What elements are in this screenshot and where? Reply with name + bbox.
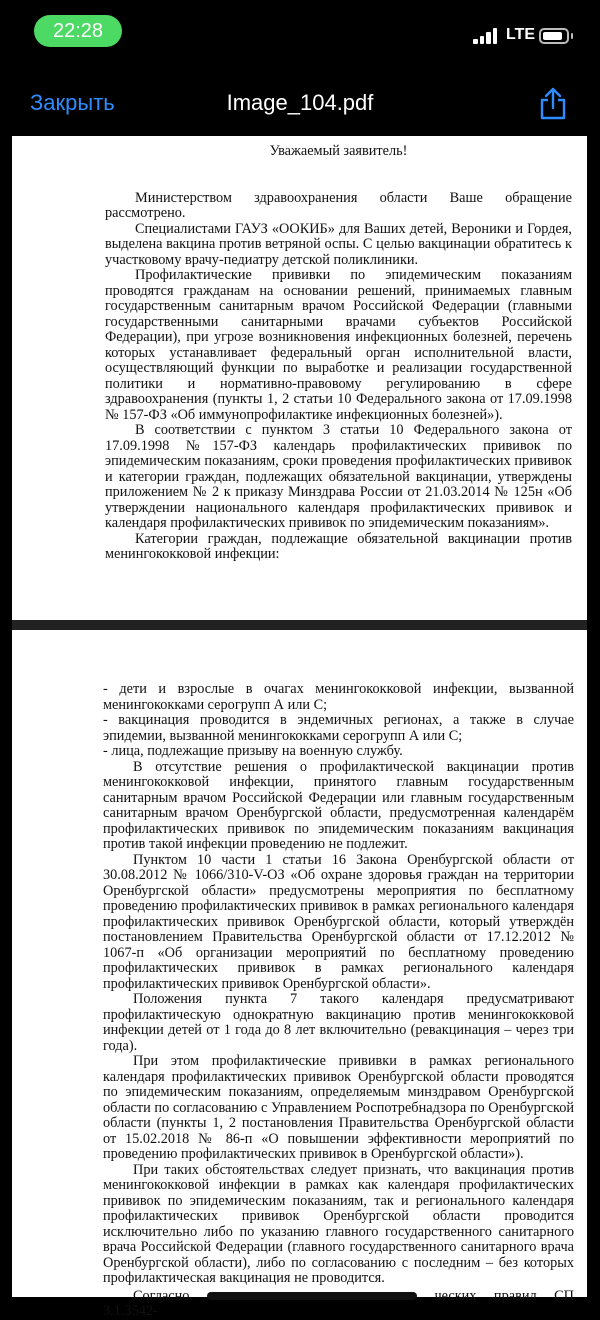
status-bar: [0, 0, 600, 64]
nav-bar: [0, 64, 600, 134]
paragraph: Категории граждан, подлежащие обязательной вакцинации против менингококковой инфекции:: [105, 530, 572, 562]
pdf-page-2: [12, 630, 587, 1319]
paragraph: Профилактические прививки по эпидемическим показаниям проводятся гражданам на основании решений, принимаемых главным государственным санитарным врачом Российской Федерации (главными государственными санитарными врачами субъектов Российской Федерации), при угрозе возникновения инфекционных болезней, перечень которых устанавливает федеральный орган исполнительной власти, осуществляющий функции по выработке и реализации государственной политики и нормативно-правовому регулированию в сфере здравоохранения (пункты 1, 2 статьи 10 Федерального закона от 17.09.1998 № 157-ФЗ «Об иммунопрофилактике инфекционных болезней»).: [105, 267, 572, 423]
network-label: LTE: [506, 26, 536, 43]
status-time: 22:28: [34, 15, 122, 47]
paragraph: При таких обстоятельствах следует признать, что вакцинация против менингококковой инфекции в рамках как календаря профилактических прививок по эпидемическим показаниям, так и регионального календаря профилактических прививок Оренбургской области проводится исключительно либо по указанию главного государственного санитарного врача Российской Федерации (главного государственного санитарного врача Оренбургской области), либо по согласованию с последним – без которых профилактическая вакцинация не проводится.: [103, 1161, 574, 1286]
pdf-page-1: [12, 136, 587, 620]
paragraph-end: ческих правил СП 3.1.3542-: [103, 1287, 574, 1319]
document-title: Image_104.pdf: [226, 90, 374, 115]
share-icon[interactable]: [537, 86, 569, 120]
paragraph: Специалистами ГАУЗ «ООКИБ» для Ваших детей, Вероники и Гордея, выделена вакцина против ветряной оспы. С целью вакцинации обратитесь к участковому врачу-педиатру детской поликлиники.: [105, 220, 572, 268]
paragraph: Министерством здравоохранения области Ваше обращение рассмотрено.: [105, 189, 572, 221]
bullet-item: - дети и взрослые в очагах менингококковой инфекции, вызванной менингококками серогрупп А или С;: [103, 681, 574, 713]
paragraph: Положения пункта 7 такого календаря предусматривают профилактическую однократную вакцинацию против менингококковой инфекции детей от 1 года до 8 лет включительно (ревакцинация – через три года).: [103, 991, 574, 1054]
paragraph: При этом профилактические прививки в рамках регионального календаря профилактических прививок Оренбургской области проводятся по эпидемическим показаниям, определяемым минздравом Оренбургской области по согласованию с Управлением Роспотребнадзора по Оренбургской области (пункты 1, 2 постановления Правительства Оренбургской области от 15.02.2018 № 86-п «О повышении эффективности мероприятий по проведению профилактических прививок в Оренбургской области»).: [103, 1053, 574, 1162]
paragraph: В отсутствие решения о профилактической вакцинации против менингококковой инфекции, принятого главным государственным санитарным врачом Российской Федерации или главным государственным санитарным врачом Оренбургской области, предусмотренная календарём профилактических прививок по эпидемическим показаниям вакцинация против такой инфекции проведению не подлежит.: [103, 758, 574, 852]
redaction-mark: [207, 1292, 417, 1300]
paragraph-start: Согласно: [133, 1287, 190, 1304]
battery-tip: [571, 33, 573, 39]
paragraph-redacted: [103, 1289, 574, 1320]
paragraph: В соответствии с пунктом 3 статьи 10 Федерального закона от 17.09.1998 №157-ФЗ календарь профилактических прививок по эпидемическим показаниям, сроки проведения профилактических прививок и категории граждан, подлежащих обязательной вакцинации, утверждены приложением № 2 к приказу Минздрава России от 21.03.2014 № 125н «Об утверждении национального календаря профилактических прививок и календаря профилактических прививок по эпидемическим показаниям».: [105, 422, 572, 531]
bullet-item: - лица, подлежащие призыву на военную службу.: [103, 743, 403, 759]
bullet-item: - вакцинация проводится в эндемичных регионах, а также в случае эпидемии, вызванной менингококками серогрупп А или С;: [103, 712, 574, 744]
close-button[interactable]: Закрыть: [30, 90, 115, 115]
paragraph: Пунктом 10 части 1 статьи 16 Закона Оренбургской области от 30.08.2012 № 1066/310-V-ОЗ «Об охране здоровья граждан на территории Оренбургской области» предусмотрены мероприятия по бесплатному проведению профилактических прививок в рамках регионального календаря профилактических прививок Оренбургской области, который утверждён постановлением Правительства Оренбургской области от 17.12.2012 № 1067-п «Об организации мероприятий по бесплатному проведению профилактических прививок в рамках регионального календаря профилактических прививок Оренбургской области».: [103, 851, 574, 992]
page-separator: [12, 620, 587, 630]
letter-heading: Уважаемый заявитель!: [269, 143, 408, 159]
battery-icon: [539, 28, 569, 44]
signal-icon: [473, 28, 501, 44]
